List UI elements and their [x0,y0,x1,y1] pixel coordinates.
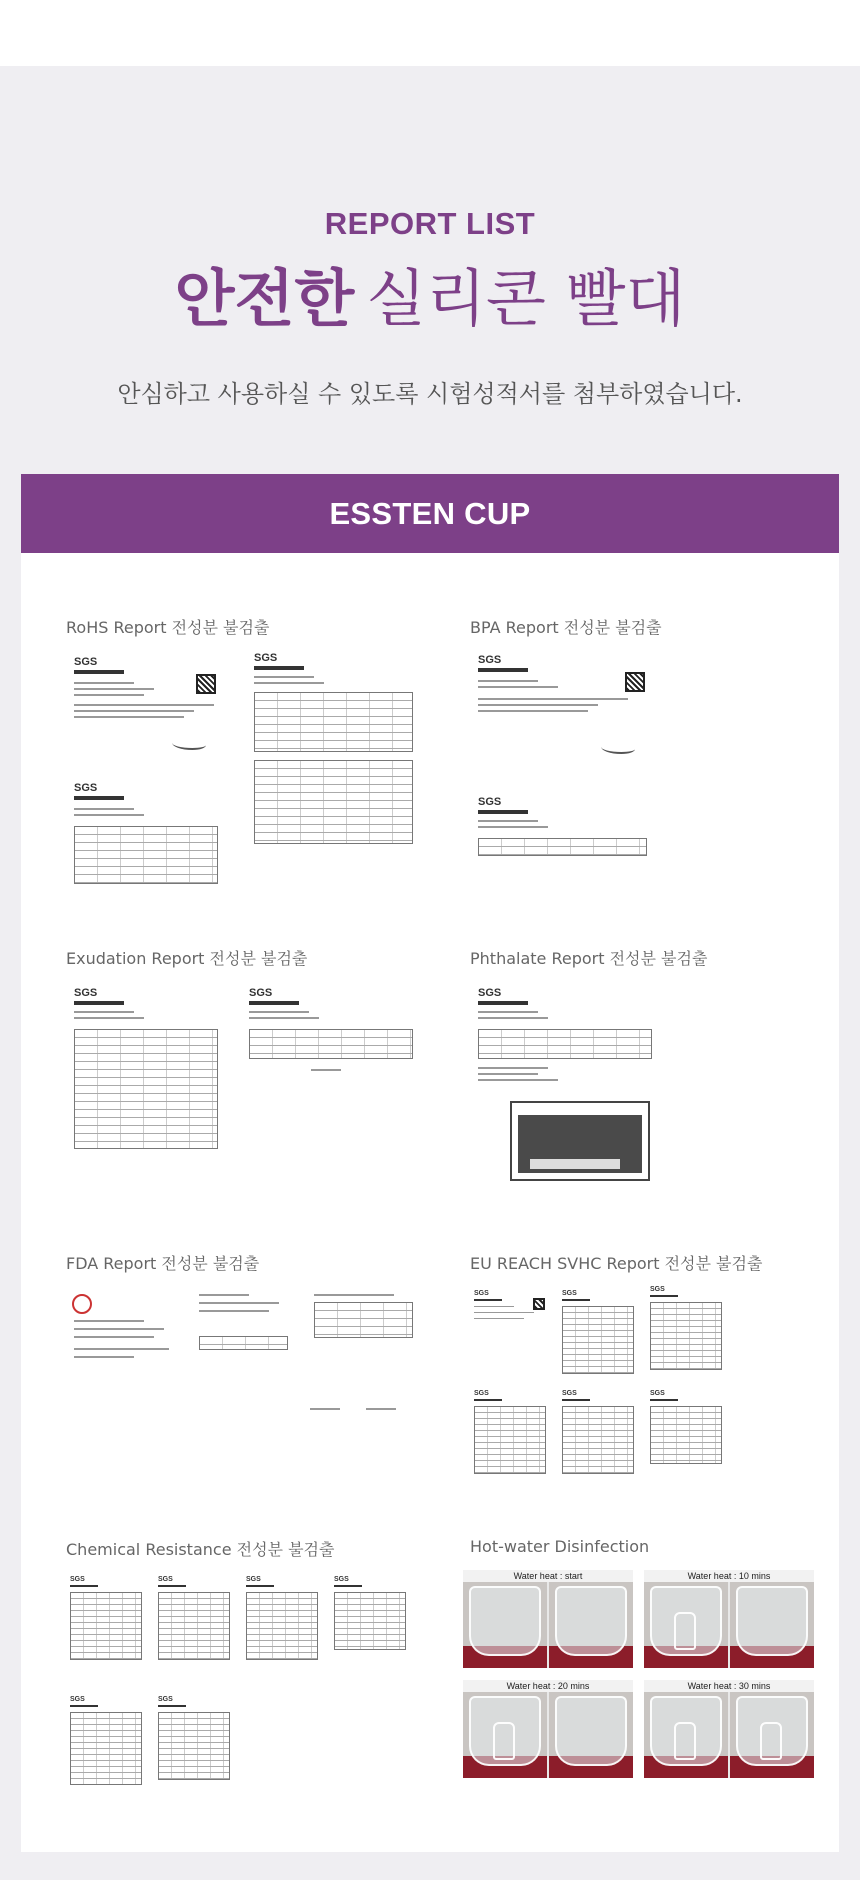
text-line [478,1079,558,1081]
report-page [66,1288,181,1373]
text-line [474,1306,514,1307]
text-line [254,676,314,678]
signature-icon [172,738,206,750]
sgs-logo: SGS [158,1576,173,1583]
sgs-logo: SGS [70,1696,85,1703]
report-title: BPA Report 전성분 불검출 [470,618,662,637]
text-line [478,1067,548,1069]
sgs-logo: SGS [246,1576,261,1583]
text-line [311,1069,341,1071]
sgs-logo: SGS [74,782,98,794]
report-page [242,1574,322,1664]
page-headline [0,262,860,336]
report-page [558,1388,638,1478]
sgs-logo: SGS [562,1290,577,1297]
report-page [330,1574,410,1654]
photo-divider [728,1692,730,1778]
sgs-logo: SGS [158,1696,173,1703]
sgs-logo: SGS [562,1390,577,1397]
text-line [74,1348,169,1350]
sample-label [530,1159,620,1169]
sample-photo [510,1101,650,1181]
page-subtitle: 안심하고 사용하실 수 있도록 시험성적서를 첨부하였습니다. [117,380,743,408]
report-page [191,1288,296,1358]
report-title: Chemical Resistance 전성분 불검출 [66,1540,335,1559]
results-table [562,1406,634,1474]
results-table [74,826,218,884]
water-photo-start [463,1570,633,1668]
water-photo-10min [644,1570,814,1668]
text-line [74,694,144,696]
report-page [470,1388,550,1478]
report-heading [70,1705,98,1707]
text-line [478,686,558,688]
results-table [314,1302,413,1338]
text-line [74,1017,144,1019]
report-heading [246,1585,274,1587]
text-line [478,1011,538,1013]
results-table [199,1336,288,1350]
text-line [74,1336,154,1338]
sgs-logo: SGS [650,1390,665,1397]
report-heading [474,1399,502,1401]
silicone-cup [493,1722,515,1760]
report-page [66,1574,146,1664]
photo-caption: Water heat : start [513,1571,583,1581]
report-heading [650,1295,678,1297]
text-line [249,1011,309,1013]
results-table [254,760,413,844]
report-page [646,1388,726,1468]
qr-code-icon [196,674,216,694]
product-band-title: ESSTEN CUP [329,495,531,531]
sgs-logo: SGS [249,987,273,999]
report-title: RoHS Report 전성분 불검출 [66,618,270,637]
report-page [66,778,226,888]
text-line [74,1356,134,1358]
text-line [74,808,134,810]
results-table [478,1029,652,1059]
sgs-logo: SGS [254,652,278,664]
text-line [74,1011,134,1013]
report-heading [249,1001,299,1005]
qr-code-icon [625,672,645,692]
text-line [74,716,184,718]
sgs-logo: SGS [70,1576,85,1583]
photo-caption: Water heat : 30 mins [687,1681,771,1691]
text-line [74,1320,144,1322]
report-exudation[interactable] [66,946,426,999]
text-line [478,820,538,822]
results-table [478,838,647,856]
report-heading [158,1585,186,1587]
results-table [249,1029,413,1059]
report-page [154,1694,234,1784]
qr-code-icon [533,1298,545,1310]
sgs-logo: SGS [650,1286,665,1293]
report-page [241,983,421,1083]
text-line [249,1017,319,1019]
text-line [478,698,628,700]
report-hot-water[interactable] [470,1537,830,1691]
report-heading [650,1399,678,1401]
report-title: Hot-water Disinfection [470,1537,650,1556]
product-band [21,474,839,553]
results-table [158,1712,230,1780]
water-photo-30min [644,1680,814,1778]
photo-divider [547,1692,549,1778]
photo-divider [547,1582,549,1668]
photo-divider [728,1582,730,1668]
text-line [478,1073,538,1075]
signature-icon [601,742,635,754]
results-table [334,1592,406,1650]
photo-caption: Water heat : 20 mins [506,1681,590,1691]
results-table [70,1712,142,1785]
silicone-cup [760,1722,782,1760]
text-line [199,1302,279,1304]
report-title: Exudation Report 전성분 불검출 [66,949,308,968]
report-page [66,1694,146,1789]
text-line [474,1318,524,1319]
results-table [254,692,413,752]
report-title: FDA Report 전성분 불검출 [66,1254,260,1273]
water-photo-20min [463,1680,633,1778]
text-line [478,704,598,706]
text-line [74,688,154,690]
silicone-cup [674,1612,696,1650]
report-page [306,1288,421,1428]
results-table [158,1592,230,1660]
report-chemical-resistance[interactable] [66,1537,426,1703]
text-line [74,710,194,712]
report-heading [254,666,304,670]
report-heading [158,1705,186,1707]
report-page [470,983,660,1193]
results-table [70,1592,142,1660]
top-margin [0,0,860,66]
text-line [314,1294,394,1296]
text-line [478,710,588,712]
text-line [74,1328,164,1330]
report-page [66,983,226,1163]
report-heading [474,1299,502,1301]
report-list-kicker: REPORT LIST [324,206,536,241]
report-rohs[interactable] [66,615,426,794]
report-heading [70,1585,98,1587]
text-line [478,680,538,682]
report-heading [334,1585,362,1587]
sgs-logo: SGS [474,1290,489,1297]
report-title: EU REACH SVHC Report 전성분 불검출 [470,1254,763,1273]
report-page [246,648,421,848]
results-table [474,1406,546,1474]
headline-bold: 안전한 [174,262,355,335]
report-bpa[interactable] [470,615,810,808]
photo-caption: Water heat : 10 mins [687,1571,771,1581]
results-table [650,1406,722,1464]
report-heading [562,1299,590,1301]
sgs-logo: SGS [74,656,98,668]
report-page [646,1284,726,1374]
report-page [66,652,226,772]
report-heading [562,1399,590,1401]
text-line [478,826,548,828]
report-heading [74,670,124,674]
sgs-logo: SGS [74,987,98,999]
report-page [470,792,655,862]
report-phthalate[interactable] [470,946,810,999]
sgs-logo: SGS [478,987,502,999]
report-page [470,650,655,770]
report-page [470,1288,550,1378]
report-heading [478,810,528,814]
results-table [246,1592,318,1660]
silicone-cup [674,1722,696,1760]
report-panel [21,474,839,1852]
text-line [254,682,324,684]
report-eu-reach[interactable] [470,1251,810,1397]
text-line [199,1294,249,1296]
glass-beaker [555,1586,627,1656]
text-line [474,1312,534,1313]
glass-beaker [736,1586,808,1656]
report-page [558,1288,638,1378]
text-line [310,1408,340,1410]
report-page [154,1574,234,1664]
glass-beaker [469,1586,541,1656]
headline-light: 실리콘 빨대 [366,262,686,335]
glass-beaker [555,1696,627,1766]
report-heading [74,796,124,800]
results-table [562,1306,634,1374]
text-line [74,814,144,816]
report-title: Phthalate Report 전성분 불검출 [470,949,708,968]
text-line [478,1017,548,1019]
text-line [366,1408,396,1410]
text-line [74,682,134,684]
report-heading [478,668,528,672]
text-line [199,1310,269,1312]
results-table [74,1029,218,1149]
sgs-logo: SGS [334,1576,349,1583]
report-heading [478,1001,528,1005]
lab-seal-icon [72,1294,92,1314]
sgs-logo: SGS [474,1390,489,1397]
report-heading [74,1001,124,1005]
text-line [74,704,214,706]
report-fda[interactable] [66,1251,426,1288]
results-table [650,1302,722,1370]
sgs-logo: SGS [478,654,502,666]
sgs-logo: SGS [478,796,502,808]
